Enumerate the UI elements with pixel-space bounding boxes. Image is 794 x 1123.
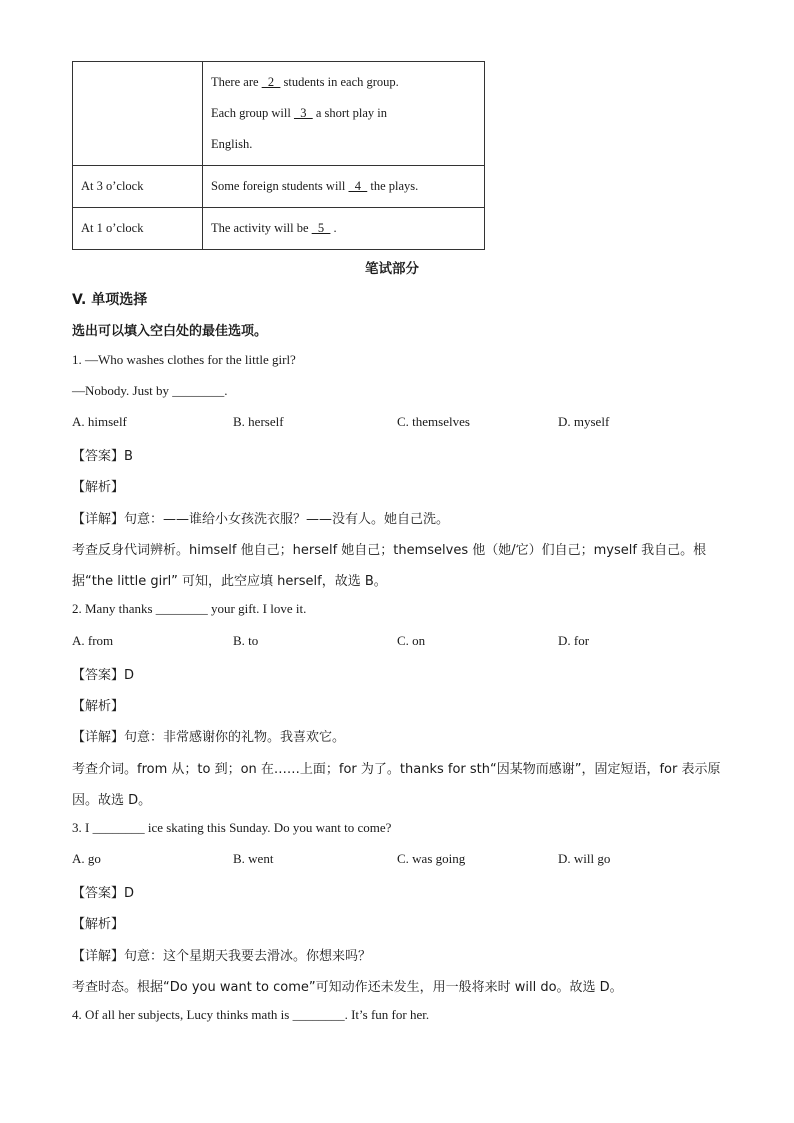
option-d: D. will go: [558, 851, 611, 866]
part-heading: V. 单项选择: [72, 292, 148, 308]
option-c: C. was going: [397, 851, 466, 866]
detail-line: 据“the little girl” 可知，此空应填 herself，故选 B。: [72, 574, 387, 589]
option-b: B. to: [233, 633, 259, 648]
activity-cell: Some foreign students will 4 the plays.: [203, 166, 485, 208]
option-a: A. from: [72, 633, 114, 648]
blank-4: 4: [348, 179, 368, 193]
detail-line: 因。故选 D。: [72, 793, 152, 808]
table-row: [73, 208, 485, 250]
answer: 【答案】D: [72, 886, 135, 901]
detail-line: 考查介词。from 从；to 到；on 在……上面；for 为了。thanks for sth“因某物而感谢”，固定短语，for 表示原: [72, 762, 721, 777]
question-stem: —Nobody. Just by ________.: [72, 383, 228, 398]
instruction: 选出可以填入空白处的最佳选项。: [72, 324, 268, 339]
option-d: D. myself: [558, 414, 610, 429]
table-row: [73, 62, 485, 166]
time-cell: [73, 62, 203, 166]
cell-line: English.: [211, 137, 253, 151]
answer: 【答案】B: [72, 449, 133, 464]
time-cell: At 1 o’clock: [73, 208, 203, 250]
blank-2: 2: [261, 75, 281, 89]
section-title: 笔试部分: [365, 261, 419, 277]
option-b: B. went: [233, 851, 274, 866]
option-a: A. himself: [72, 414, 127, 429]
option-d: D. for: [558, 633, 590, 648]
detail-line: 【详解】句意：这个星期天我要去滑冰。你想来吗？: [72, 949, 372, 964]
time-cell: At 3 o’clock: [73, 166, 203, 208]
option-b: B. herself: [233, 414, 284, 429]
detail-line: 【详解】句意：——谁给小女孩洗衣服？——没有人。她自己洗。: [72, 512, 450, 527]
detail-line: 考查反身代词辨析。himself 他自己；herself 她自己；themselves 他（她/它）们自己；myself 我自己。根: [72, 543, 707, 558]
activity-cell: The activity will be 5 .: [203, 208, 485, 250]
option-c: C. themselves: [397, 414, 470, 429]
activity-cell: [203, 62, 485, 166]
activity-schedule-table: [72, 61, 485, 250]
detail-line: 【详解】句意：非常感谢你的礼物。我喜欢它。: [72, 730, 346, 745]
answer: 【答案】D: [72, 668, 135, 683]
question-stem: 3. I ________ ice skating this Sunday. Do you want to come?: [72, 820, 392, 835]
cell-line: Each group will 3 a short play in: [211, 98, 476, 129]
table-row: [73, 166, 485, 208]
question-stem: 1. —Who washes clothes for the little girl?: [72, 352, 296, 367]
detail-line: 考查时态。根据“Do you want to come”可知动作还未发生，用一般将来时 will do。故选 D。: [72, 980, 623, 995]
analysis-label: 【解析】: [72, 480, 125, 495]
cell-line: There are 2 students in each group.: [211, 67, 476, 98]
blank-3: 3: [293, 106, 313, 120]
analysis-label: 【解析】: [72, 699, 125, 714]
option-a: A. go: [72, 851, 101, 866]
question-stem: 4. Of all her subjects, Lucy thinks math is ________. It’s fun for her.: [72, 1007, 430, 1022]
question-stem: 2. Many thanks ________ your gift. I love it.: [72, 601, 307, 616]
blank-5: 5: [311, 221, 331, 235]
analysis-label: 【解析】: [72, 917, 125, 932]
option-c: C. on: [397, 633, 426, 648]
